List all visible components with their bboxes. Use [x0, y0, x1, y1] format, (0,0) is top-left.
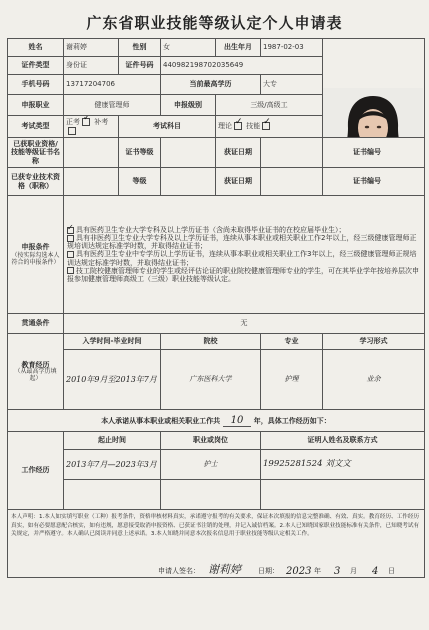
birth-value[interactable]: 1987-02-03: [261, 39, 323, 57]
signature-value[interactable]: 谢莉婷: [208, 563, 241, 577]
cert-no-label-2: 证书编号: [323, 168, 425, 196]
work-post-empty[interactable]: [161, 480, 261, 510]
study-mode-header: 学习形式: [323, 334, 425, 350]
edu-history-label: 教育经历: [21, 360, 50, 369]
condition-4-text: 技工院校健康管理师专业的学生或经评估论证的职业院校健康管理师专业的学生，可在其毕业学年按培养层次申报参加健康管理师高级工（三级）职业技能等级认定。: [67, 266, 419, 283]
condition-2-text: 具有非医药卫生专业大学专科及以上学历证书，连续从事本职业或相关职业工作2年以上，经三级健康管理师正规培训达规定标准学时数，并取得结业证书；: [67, 234, 417, 251]
name-value[interactable]: 谢莉婷: [64, 39, 119, 57]
grade-label: 等级: [119, 168, 161, 196]
exam-normal-checkbox[interactable]: [82, 118, 90, 126]
witness-empty[interactable]: [261, 480, 425, 510]
level-label: 申报级别: [161, 95, 216, 116]
condition-4-checkbox[interactable]: [67, 267, 74, 274]
exam-subject-label: 考试科目: [119, 116, 216, 138]
edu-history-sub: （从最高学历填起）: [14, 367, 57, 382]
through-value[interactable]: 无: [64, 314, 425, 334]
cert-level-label: 证书等级: [119, 138, 161, 168]
work-post-value[interactable]: 护士: [161, 450, 261, 480]
subject-theory-label: 理论: [218, 122, 232, 131]
conditions-label-cell: [8, 196, 64, 314]
obtained-cert-value[interactable]: [64, 138, 119, 168]
subject-theory-checkbox[interactable]: [234, 122, 242, 130]
conditions-options: [64, 196, 425, 314]
exam-subject-options: [216, 116, 323, 138]
day-label: 日: [388, 566, 395, 575]
phone-value[interactable]: 13717204706: [64, 75, 161, 95]
obtained-time-value[interactable]: [261, 138, 323, 168]
subject-skill-label: 技能: [246, 122, 261, 131]
work-years-value[interactable]: 10: [223, 415, 252, 427]
major-header: 专业: [261, 334, 323, 350]
sign-month[interactable]: 3: [334, 565, 341, 577]
study-mode-value[interactable]: 业余: [323, 350, 425, 410]
date-label: 日期：: [258, 566, 279, 575]
condition-option-4[interactable]: [67, 267, 421, 283]
witness-header: 证明人姓名及联系方式: [261, 432, 425, 450]
sign-day[interactable]: 4: [372, 565, 379, 577]
id-no-label: 证件号码: [119, 57, 161, 75]
obtained-cert-label: 已获职业资格/技能等级证书名称: [8, 138, 64, 168]
work-history-label: 工作经历: [8, 432, 64, 510]
work-time-empty[interactable]: [64, 480, 161, 510]
edu-label: 当前最高学历: [161, 75, 261, 95]
conditions-sub-label: （按实际勾选本人符合的申报条件）: [11, 251, 60, 266]
month-label: 月: [350, 566, 357, 575]
conditions-label: 申报条件: [21, 242, 50, 251]
occupation-label: 申报职业: [8, 95, 64, 116]
through-label: 贯通条件: [8, 314, 64, 334]
portrait-image: [323, 88, 423, 138]
exam-type-options: [64, 116, 119, 138]
work-time-value[interactable]: 2013年7月—2023年3月: [64, 450, 161, 480]
application-form-table: [7, 38, 425, 578]
school-value[interactable]: 广东医科大学: [161, 350, 261, 410]
obtained-title-label: 已获专业技术资格（职称）: [8, 168, 64, 196]
id-type-value[interactable]: 身份证: [64, 57, 119, 75]
work-years-pre: 本人承诺从事本职业或相关职业工作共: [101, 416, 221, 425]
obtained-time-label-2: 获证日期: [216, 168, 261, 196]
year-label: 年: [314, 566, 321, 575]
name-label: 姓名: [8, 39, 64, 57]
grade-value[interactable]: [161, 168, 216, 196]
witness-value[interactable]: 19925281524 刘文文: [261, 450, 425, 480]
obtained-time-label: 获证日期: [216, 138, 261, 168]
exam-retake-checkbox[interactable]: [68, 127, 76, 135]
obtained-title-value[interactable]: [64, 168, 119, 196]
study-time-value[interactable]: 2010年9月至2013年7月: [64, 350, 161, 410]
condition-3-checkbox[interactable]: [67, 251, 74, 258]
occupation-value[interactable]: 健康管理师: [64, 95, 161, 116]
school-header: 院校: [161, 334, 261, 350]
photo-cell: [323, 39, 425, 138]
condition-2-checkbox[interactable]: [67, 235, 74, 242]
condition-option-3[interactable]: [67, 250, 421, 266]
exam-type-label: 考试类型: [8, 116, 64, 138]
condition-1-text: 具有医药卫生专业大学专科及以上学历证书（含尚未取得毕业证书的在校应届毕业生）；: [76, 226, 346, 235]
condition-1-checkbox[interactable]: [67, 227, 74, 234]
cert-no-label: 证书编号: [323, 138, 425, 168]
form-title: 广东省职业技能等级认定个人申请表: [86, 14, 343, 32]
subject-skill-checkbox[interactable]: [262, 122, 270, 130]
exam-normal-label: 正考: [66, 118, 80, 127]
gender-value[interactable]: 女: [161, 39, 216, 57]
phone-label: 手机号码: [8, 75, 64, 95]
id-type-label: 证件类型: [8, 57, 64, 75]
obtained-time-value-2[interactable]: [261, 168, 323, 196]
work-years-post: 年，具体工作经历如下：: [253, 416, 331, 425]
work-post-header: 职业或岗位: [161, 432, 261, 450]
exam-retake-label: 补考: [94, 118, 109, 127]
declaration-cell: [8, 510, 425, 578]
sign-year[interactable]: 2023: [286, 565, 312, 577]
declaration-text: 本人声明：1.本人如实填写职业（工种）报考条件，资格审核材料真实，承诺遵守报考的有关要求，保证本次填报的信息完整准确、有效、真实。教育经历、工作经历真实，如有必要愿意配合核实，如有违规，愿意接受取消申报资格、已获证书注销的处理，并记入诚信档案。2.本人已知晓国家职业技能标准有关条件，已知晓考试有关规定，并严格遵守。本人确认已阅读并同意上述承诺。3.本人知晓并同意本次报名信息用于职业技能等级认定相关工作。: [11, 514, 420, 538]
gender-label: 性别: [119, 39, 161, 57]
major-value[interactable]: 护理: [261, 350, 323, 410]
edu-history-label-cell: [8, 334, 64, 410]
condition-3-text: 具有医药卫生专业中专学历以上学历证书，连续从事本职业或相关职业工作3年以上，经三级健康管理师正规培训达规定标准学时数，并取得结业证书；: [67, 250, 417, 267]
level-value[interactable]: 三级/高级工: [216, 95, 323, 116]
study-time-header: 入学时间-毕业时间: [64, 334, 161, 350]
work-years-statement: [8, 410, 425, 432]
birth-label: 出生年月: [216, 39, 261, 57]
work-time-header: 起止时间: [64, 432, 161, 450]
edu-value[interactable]: 大专: [261, 75, 323, 95]
id-no-value[interactable]: 440982198702035649: [161, 57, 323, 75]
sign-label: 申请人签名：: [158, 566, 200, 575]
condition-option-2[interactable]: [67, 234, 421, 250]
cert-level-value[interactable]: [161, 138, 216, 168]
